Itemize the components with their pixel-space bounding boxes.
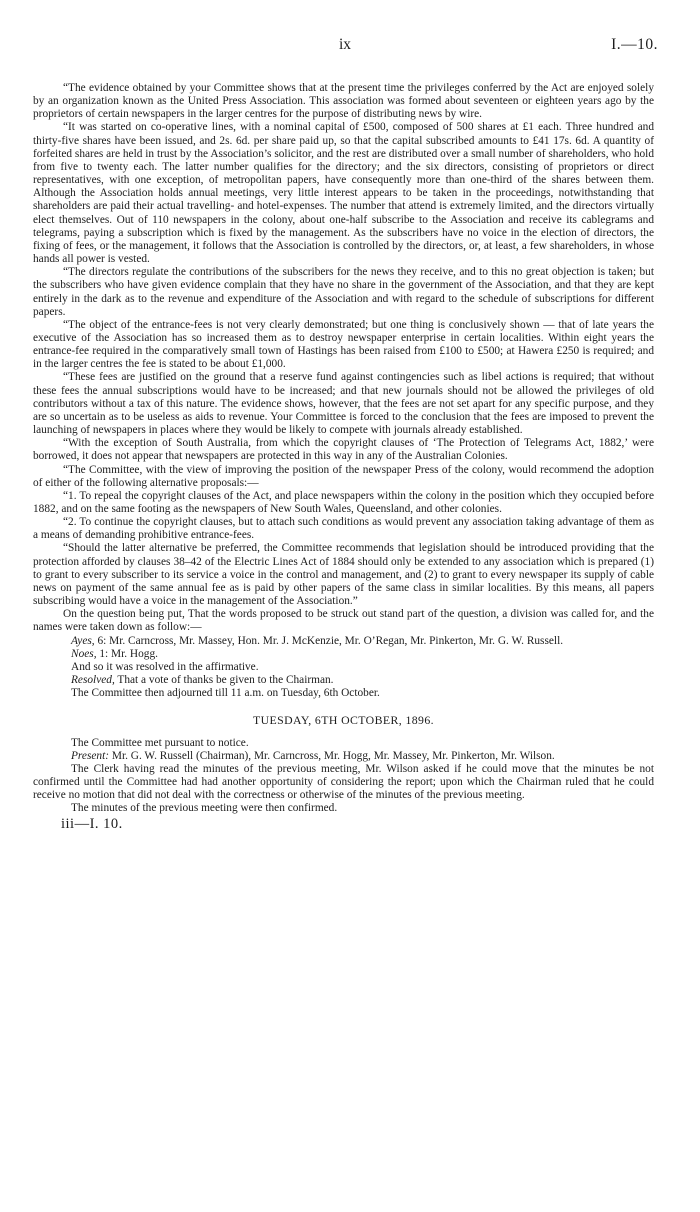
paper-reference: I.—10. <box>611 36 658 53</box>
clerk-paragraph: The Clerk having read the minutes of the previous meeting, Mr. Wilson asked if he could move that the minutes be not confirmed until the Committee had had another opportunity of considering the report; upon which the Chairman ruled that he could receive no motion that did not deal with the correctness or otherwise of the minutes of the previous meeting. <box>33 762 654 802</box>
paragraph-capital: “It was started on co-operative lines, with a nominal capital of £500, composed of 500 shares at £1 each. Three hundred and thirty-five shares have been issued, and 2s. 6d. per share paid up, so that the capital subscribed amounts to £41 17s. 6d. A quantity of forfeited shares are held in trust by the Association’s solicitor, and the rest are distributed over a small number of shareholders, who hold from five to twenty each. The latter number qualifies for the directory; and the six directors, consisting of proprietors or direct representatives, with one exception, of metropolitan papers, have consequently more than one-third of the shares between them. Although the Association holds annual meetings, very little interest appears to be taken in the proceedings, notwithstanding that shareholders are paid their actual travelling- and hotel-expenses. The number that attend is extremely limited, and the directors virtually elect themselves. Out of 110 newspapers in the colony, about one-half subscribe to the Association and receive its cablegrams and telegrams, paying a subscription which is fixed by the management. As the subscribers have no voice in the election of directors, the fixing of fees, or the management, it follows that the Association is controlled by the directors, or, at least, a few shareholders, in whose hands all power is vested. <box>33 121 654 266</box>
present-line <box>33 750 654 763</box>
paragraph-south-australia: “With the exception of South Australia, from which the copyright clauses of ‘The Protection of Telegrams Act, 1882,’ were borrowed, it does not appear that newspapers are protected in this way in any of the Australian Colonies. <box>33 437 654 463</box>
ayes-names: 6: Mr. Carncross, Mr. Massey, Hon. Mr. J. McKenzie, Mr. O’Regan, Mr. Pinkerton, Mr. G. W. Russell. <box>94 634 564 647</box>
page-header <box>33 36 658 58</box>
met-line: The Committee met pursuant to notice. <box>71 736 249 749</box>
signature-mark: iii—I. 10. <box>61 816 123 833</box>
noes-names: 1: Mr. Hogg. <box>96 647 158 660</box>
paragraph-fees-justified: “These fees are justified on the ground that a reserve fund against contingencies such as libel actions is required; that without these fees the annual subscriptions would have to be increased; and that new journals should not be allowed the privileges of old contributors without a tax of this nature. The evidence shows, however, that the fees are not set apart for any specific purpose, and they are so uncertain as to be useless as aids to revenue. Your Committee is forced to the conclusion that the fees are imposed to prevent the launching of newspapers in places where they would be likely to compete with journals already established. <box>33 371 654 437</box>
paragraph-evidence: “The evidence obtained by your Committee shows that at the present time the privileges conferred by the Act are enjoyed solely by an organization known as the United Press Association. This association was formed about seventeen or eighteen years ago by the proprietors of certain newspapers in the larger centres for the purpose of distributing news by wire. <box>33 82 654 121</box>
meeting-date-heading: TUESDAY, 6TH OCTOBER, 1896. <box>252 713 434 728</box>
ayes-label: Ayes, <box>71 634 95 647</box>
paragraph-recommendation: “The Committee, with the view of improving the position of the newspaper Press of the colony, would recommend the adoption of either of the following alternative proposals:— <box>33 463 654 489</box>
noes-line <box>33 648 654 661</box>
paragraph-directors: “The directors regulate the contributions of the subscribers for the news they receive, and to this no great objection is taken; but the subscribers who have given evidence complain that they have no share in the government of the Association, and that they are kept entirely in the dark as to the revenue and expenditure of the Association and with regard to the schedule of subscriptions for different papers. <box>33 266 654 318</box>
affirmative-line: And so it was resolved in the affirmative. <box>71 660 259 673</box>
report-body <box>33 82 654 832</box>
paragraph-question: On the question being put, That the words proposed to be struck out stand part of the question, a division was called for, and the names were taken down as follow:— <box>33 608 654 634</box>
noes-label: Noes, <box>71 647 97 660</box>
present-names: Mr. G. W. Russell (Chairman), Mr. Carncross, Mr. Hogg, Mr. Massey, Mr. Pinkerton, Mr. Wilson. <box>109 749 555 762</box>
adjournment-line: The Committee then adjourned till 11 a.m. on Tuesday, 6th October. <box>71 687 380 700</box>
confirmed-line: The minutes of the previous meeting were then confirmed. <box>71 802 338 815</box>
page-number: ix <box>339 36 352 53</box>
proposal-1: “1. To repeal the copyright clauses of the Act, and place newspapers within the colony in the position which they occupied before 1882, and on the same footing as the newspapers of New South Wales, Queensland, and other colonies. <box>33 489 654 515</box>
paragraph-entrance-fees: “The object of the entrance-fees is not very clearly demonstrated; but one thing is conclusively shown — that of late years the executive of the Association has so increased them as to destroy newspaper enterprise in certain localities. Within eight years the entrance-fee required in the comparatively small town of Hastings has been raised from £100 to £500; at Hawera £250 is required; and in the larger centres the fee is stated to be about £1,000. <box>33 318 654 371</box>
resolved-label: Resolved, <box>71 674 115 687</box>
present-label: Present: <box>71 749 110 762</box>
ayes-line <box>33 635 654 648</box>
proposal-2: “2. To continue the copyright clauses, but to attach such conditions as would prevent any association taking advantage of them as a means of demanding prohibitive entrance-fees. <box>33 516 654 542</box>
resolved-text: That a vote of thanks be given to the Chairman. <box>114 674 334 687</box>
paragraph-legislation: “Should the latter alternative be preferred, the Committee recommends that legislation should be introduced providing that the protection afforded by clauses 38–42 of the Electric Lines Act of 1884 should only be extended to any association which is prepared (1) to grant to every subscriber to its service a voice in the control and management, and (2) to grant to every newspaper its supply of cable news on payment of the same annual fee as is paid by other papers of the same class in similar localities. By this means, all papers subscribing would have a voice in the management of the Association.” <box>33 542 654 608</box>
resolved-line <box>33 674 654 687</box>
